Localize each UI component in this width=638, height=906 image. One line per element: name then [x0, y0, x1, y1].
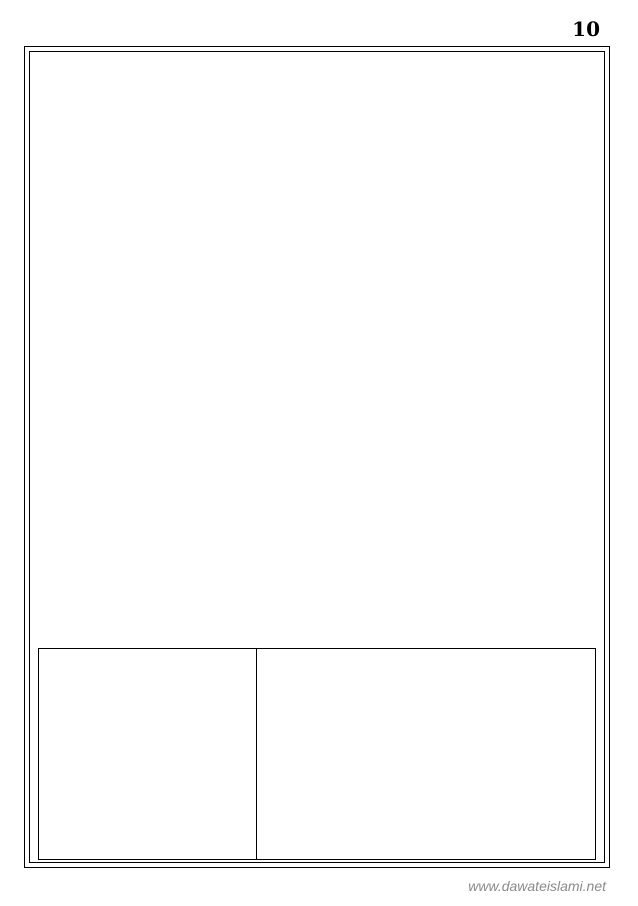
arabic-verse-line [49, 773, 246, 813]
page-header [34, 16, 604, 42]
salawat-calligraphy [38, 64, 596, 97]
arabic-verse-reference [49, 813, 246, 853]
quote-table [38, 648, 596, 860]
page-frame [24, 46, 610, 868]
arabic-verse-column [39, 649, 257, 859]
translation-column [258, 649, 595, 859]
page-number: 10 [572, 17, 600, 41]
body-text [38, 64, 596, 664]
website-link[interactable]: www.dawateislami.net [468, 878, 606, 894]
arabic-verse-line [49, 693, 246, 733]
arabic-verse-line [49, 653, 246, 693]
page-frame-inner [29, 51, 605, 863]
arabic-verse-line [49, 733, 246, 773]
